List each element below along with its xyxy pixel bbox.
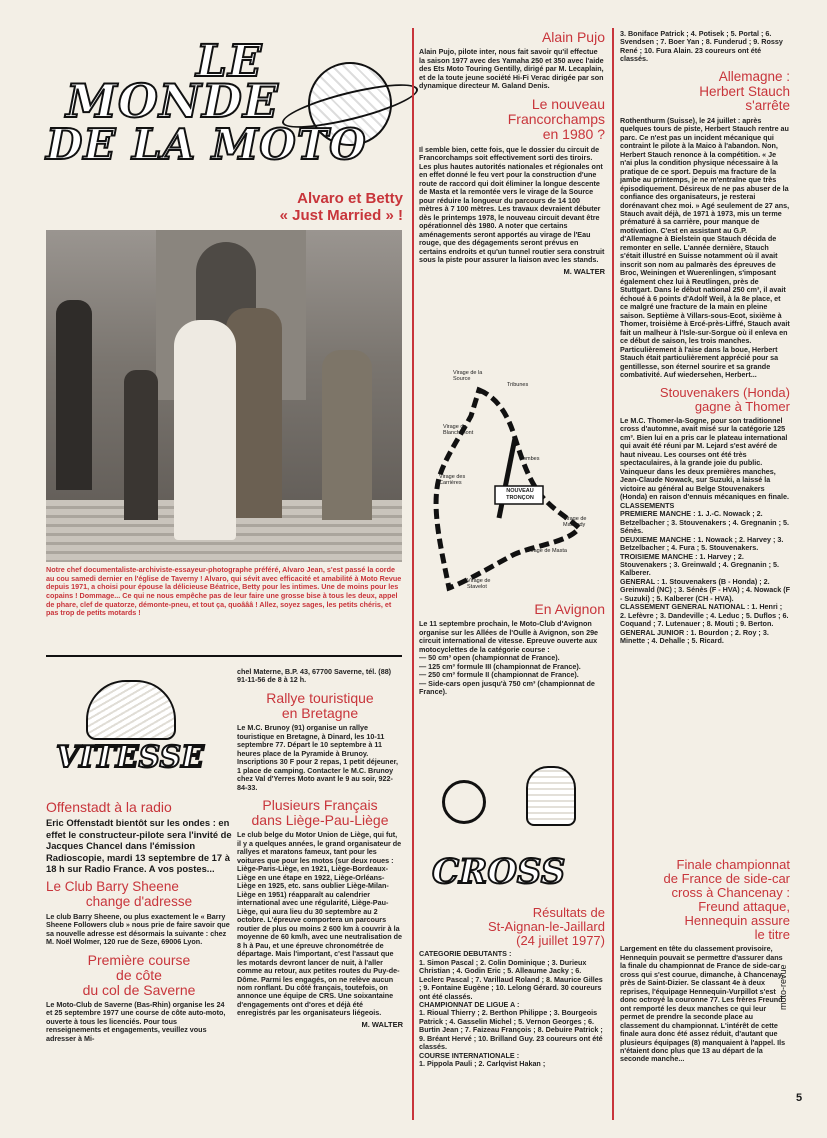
rider-illustration	[86, 680, 176, 740]
avignon-title: En Avignon	[534, 601, 605, 617]
wedding-caption: Notre chef documentaliste-archiviste-essayeur-photographe préféré, Alvaro Jean, s'est passé la corde au cou samedi dernier en l'église de Taverny ! Alvaro, qui sévit avec efficacité et amabilité à Moto Revue depuis 1971, a choisi pour épouse la délicieuse Béatrice, Betty pour les intimes. Une de moins pour les copains ! Dommage... Ce qui ne nous empêche pas de leur faire une grosse bise à tous les deux, appel de phare, clef de quatorze, démonte-pneu, et tout ça, quoâââ ! Allez, soyez sages, les petits chéris, et pas trop de petits motards !	[46, 565, 402, 618]
column-rule	[412, 28, 414, 1120]
liege-text: Le club belge du Motor Union de Liège, qui fut, il y a quelques années, le grand organisateur de rallyes et maratons fameux, tant pour les voitures que pour les motos (sur deux roues : Liège-Paris-Liège, en 1921, Liège-Bordeaux-Liège en une étape en 1922, Liège-Orléans-Liège en 1925, etc. sans oublier Liège-Milan-Liège en 1951) réapparaît au calendrier international avec une régularité, Liège-Pau-Liège, qui aura lieu du 30 septembre au 2 octobre. L'épreuve comportera un parcours routier de plus ou moins 2 600 km à couvrir à la moyenne de 60 km/h, avec une neutralisation de 8 h à Pau, et une épreuve chronométrée de départage. Mais l'important, c'est l'assaut que les motards devront lancer de nuit, à l'aller comme au retour, aux petites routes du Puy-de-Dôme. Parmi les engagés, on ne relève aucun nom ronflant. Du côté français, toutefois, on annonce une équipe de CRS. Une soixantaine d'engagements ont d'ores et déjà été enregistrés par les organisateurs liégeois.	[237, 830, 402, 1018]
avignon-text: Le 11 septembre prochain, le Moto-Club d'Avignon organise sur les Allées de l'Oulle à Avignon, son 29e circuit international de vitesse. Epreuve ouverte aux motocyclettes de la catégorie course :	[419, 619, 599, 654]
stouvenakers-title-line1: Stouvenakers (Honda)	[659, 384, 790, 400]
page-number: 5	[796, 1092, 803, 1104]
saverne-title-line3: du col de Saverne	[82, 981, 196, 998]
wedding-photo	[46, 230, 402, 562]
map-label-masta: Virage de Masta	[527, 548, 567, 554]
result-line: PREMIERE MANCHE : 1. J.-C. Nowack ; 2. Betzelbacher ; 3. Stouvenakers ; 4. Gregnanin ; 5. Sénès.	[620, 509, 789, 536]
result-line: 1. Rioual Thierry ; 2. Berthon Philippe ; 3. Bourgeois Patrick ; 4. Gasselin Michel ; 5. Vernon Georges ; 6. Burtin Jean ; 7. Faizeau François ; 8. Debuire Patrick ; 9. Bréant Hervé ; 10. Brilland Guy. 23 coureurs ont été classés.	[419, 1008, 603, 1052]
circuit-map	[419, 368, 605, 600]
avignon-item: — 50 cm³ open (championnat de France).	[419, 653, 560, 663]
cross-results-cont: 3. Boniface Patrick ; 4. Potisek ; 5. Portal ; 6. Svendsen ; 7. Boer Yan ; 8. Funderud ; 9. Rossy René ; 10. Fura Alain. 23 coureurs ont été classés.	[620, 29, 783, 64]
st-aignan-title-line2: St-Aignan-le-Jaillard	[487, 919, 605, 935]
francorchamps-title-line1: Le nouveau	[531, 95, 605, 112]
map-label-combes: Combes	[519, 456, 540, 462]
rider-cartoon-illustration	[526, 766, 576, 826]
st-aignan-title-line1: Résultats de	[532, 905, 605, 920]
saverne-title-line2: de côte	[116, 966, 162, 983]
map-label-malmedy: Virage de Malmedy	[563, 516, 587, 529]
sheene-title-line1: Le Club Barry Sheene	[46, 879, 179, 895]
francorchamps-signature: M. WALTER	[563, 266, 605, 276]
column-1	[46, 800, 232, 1043]
saverne-text: Le Moto-Club de Saverne (Bas-Rhin) organise les 24 et 25 septembre 1977 une course de côte auto-moto, ouverte à tous les licenciés. Pour tous renseignements et engagements, veuillez vous adresser à Mi-	[46, 999, 226, 1043]
logo-line-1: LE	[196, 36, 263, 87]
map-label-stavelot: Virage de Stavelot	[467, 578, 491, 591]
sheene-title-line2: change d'adresse	[85, 894, 193, 910]
francorchamps-title-line3: en 1980 ?	[542, 125, 605, 142]
result-line: GENERAL JUNIOR : 1. Bourdon ; 2. Roy ; 3. Minette ; 4. Dehalle ; 5. Ricard.	[620, 627, 769, 646]
result-line: DEUXIEME MANCHE : 1. Nowack ; 2. Harvey ; 3. Betzelbacher ; 4. Fura ; 5. Stouvenakers.	[620, 534, 784, 553]
pujo-text: Alain Pujo, pilote inter, nous fait savoir qu'il effectue la saison 1977 avec des Yamaha 250 et 350 avec l'aide des Ets Moto Touring Gentilly, dirigé par M. Lecaplain, et de la toute jeune société Hi-Fi Verac dirigée par son dynamique directeur M. Galand Denis.	[419, 47, 604, 91]
pujo-title: Alain Pujo	[541, 29, 605, 45]
column-2	[237, 668, 403, 1033]
map-label-new-section: NOUVEAU TRONÇON	[506, 488, 534, 501]
francorchamps-title-line2: Francorchamps	[507, 110, 605, 127]
magazine-logo	[46, 36, 386, 180]
wedding-title-line2: « Just Married » !	[279, 207, 403, 224]
wedding-title-line1: Alvaro et Betty	[297, 190, 403, 207]
divider	[46, 655, 402, 657]
liege-title-line1: Plusieurs Français	[262, 797, 378, 814]
logo-line-2: MONDE	[66, 74, 279, 128]
wedding-title	[195, 190, 403, 224]
stauch-title-line3: s'arrête	[745, 98, 790, 114]
bretagne-title-line1: Rallye touristique	[266, 689, 374, 706]
column-4	[620, 30, 790, 646]
vitesse-logo-text: VITESSE	[56, 740, 205, 775]
stouvenakers-title-line2: gagne à Thomer	[694, 398, 790, 414]
cross-logo-text: CROSS	[432, 852, 566, 892]
side-car-title-line6: le titre	[754, 927, 790, 943]
side-car-title-line1: Finale championnat	[676, 857, 790, 872]
bretagne-title-line2: en Bretagne	[281, 705, 359, 722]
result-heading: CHAMPIONNAT DE LIGUE A :	[419, 1000, 520, 1009]
motocross-bike-illustration	[442, 780, 486, 824]
stouvenakers-text: Le M.C. Thomer-la-Sogne, pour son traditionnel cross d'automne, avait misé sur la catégorie 125 cm³. Bien lui en a pris car le plateau international qui avait été réuni par M. Lejard s'est avéré de haut niveau. Les courses ont été très spectaculaires, à la grande joie du public. Vainqueur dans les deux premières manches, Jean-Claude Nowack, sur Suzuki, a laissé la victoire au général au Belge Stouvenakers (Honda) en raison d'ennuis mécaniques en finale.	[620, 415, 790, 502]
stauch-title-line2: Herbert Stauch	[699, 83, 790, 99]
stauch-title-line1: Allemagne :	[718, 68, 790, 84]
saverne-text-cont: chel Materne, B.P. 43, 67700 Saverne, tél. (88) 91-11-56 de 8 à 12 h.	[237, 667, 392, 685]
side-car-title-line2: de France de side-car	[663, 871, 790, 887]
footer-brand: moto-revue	[778, 964, 788, 1010]
result-line: TROISIEME MANCHE : 1. Harvey ; 2. Stouvenakers ; 3. Greinwald ; 4. Gregnanin ; 5. Kalberer.	[620, 551, 779, 578]
cross-logo	[430, 760, 600, 900]
logo-line-3: DE LA MOTO	[46, 120, 367, 169]
avignon-section	[419, 602, 605, 696]
result-line: 1. Simon Pascal ; 2. Colin Dominique ; 3. Durieux Christian ; 4. Godin Eric ; 5. Alleaume Jacky ; 6. Leclerc Pascal ; 7. Varillaud Roland ; 8. Maurice Gilles ; 9. Fontaine Eugène ; 10. Lelong Gérard. 30 coureurs ont été classés.	[419, 957, 603, 1001]
liege-signature: M. WALTER	[361, 1019, 403, 1029]
map-label-blanchimont: Virage de Blanchimont	[443, 424, 474, 437]
result-heading: CLASSEMENTS	[620, 500, 675, 510]
vitesse-logo	[56, 680, 226, 790]
result-line: GENERAL : 1. Stouvenakers (B - Honda) ; 2. Greinwald (NC) ; 3. Sénès (F - HVA) ; 4. Nowack (F - Suzuki) ; 5. Kalberer (CH - HVA).	[620, 576, 790, 603]
avignon-item: — Side-cars open jusqu'à 750 cm³ (championnat de France).	[419, 678, 595, 696]
side-car-title-line4: Freund attaque,	[698, 899, 790, 915]
side-car-section	[620, 858, 790, 1064]
francorchamps-text: Il semble bien, cette fois, que le dossier du circuit de Francorchamps soit effectivement sorti des tiroirs. Les plus hautes autorités nationales et régionales ont en effet donné le feu vert pour la construction d'une route de raccord qui doit éliminer la longue descente de Masta et la remontée vers le virage de la Source pour réduire la longueur du parcours de 14 100 mètres à 7 100 mètres. Les travaux devraient débuter dès le printemps 1978, le nouveau circuit devant être opérationnel dès 1980. A noter que certains aménagements seront apportés au virage de l'Eau rouge, que des dégagements seront prévus en certains endroits et qu'un tunnel routier sera construit sous la piste pour assurer la liaison avec les stands.	[419, 144, 605, 265]
st-aignan-section	[419, 906, 605, 1069]
map-label-carrieres: Virage des Carrières	[439, 474, 466, 487]
map-label-tribunes: Tribunes	[507, 382, 529, 388]
offenstadt-title: Offenstadt à la radio	[46, 799, 172, 815]
st-aignan-title-line3: (24 juillet 1977)	[516, 933, 605, 949]
sheene-text: Le club Barry Sheene, ou plus exactement le « Barry Sheene Followers club » nous prie de faire savoir que sa nouvelle adresse est désormais la suivante : chez M. Noël Wolmer, 120 rue de Seze, 69006 Lyon.	[46, 911, 230, 947]
stauch-text: Rothenthurm (Suisse), le 24 juillet : après quelques tours de piste, Herbert Stauch rentre au parc. Ce n'est pas un incident mécanique qui contraint le pilote à la Maico à l'abandon. Non, Herbert Stauch renonce à la compétition. « Je n'ai plus la condition physique nécessaire à la pratique de ce sport. Depuis ma fracture de la jambe au printemps, je ne m'entraîne que très épisodiquement. Désireux de ne pas abuser de la confiance des organisateurs, je resterai dorénavant chez moi. » Agé seulement de 27 ans, Stauch avait déjà, de 1971 à 1973, mis un terme prématuré à sa carrière, pour manque de motivation. C'est en assistant au G.P. d'Allemagne à Bielstein que Stauch décida de remonter en selle. L'année dernière, Stauch s'était illustré en Suisse notamment où il avait inscrit son nom au palmarès des épreuves de Broc, Weiningen et Wuerenlingen, s'imposant également chez lui à Reutlingen, près de Stuttgart. Dans le début national 250 cm³, il avait échoué à 6 points d'Adolf Weil, à la 8e place, et ce malgré une fracture de la main en pleine saison. Septième à Villars-sous-Ecot, sixième à Thomer, troisième à Ercé-près-Liffré, Stauch avait fait un malheur à l'Isle-sur-Sorgue où il enleva en ce début de saison, les trois manches. Particulièrement à l'aise dans la boue, Herbert Stauch était particulièrement apprécié pour sa gentillesse, son éternel sourire et sa grande combativité. Auf wiedersehen, Herbert...	[620, 115, 790, 380]
side-car-title-line5: Hennequin assure	[684, 913, 790, 929]
avignon-item: — 250 cm³ formule II (championnat de France).	[419, 670, 579, 680]
column-3	[419, 30, 605, 280]
offenstadt-text: Eric Offenstadt bientôt sur les ondes : en effet le constructeur-pilote sera l'invité de Jacques Chancel dans l'émission Radioscopie, mardi 13 septembre de 17 à 18 h sur Radio France. A vos postes...	[46, 817, 232, 874]
column-rule	[612, 28, 614, 1120]
avignon-item: — 125 cm³ formule III (championnat de France).	[419, 661, 581, 671]
result-line: CLASSEMENT GENERAL NATIONAL : 1. Henri ; 2. Lefèvre ; 3. Dandeville ; 4. Leduc ; 5. Duflos ; 6. Coquand ; 7. Lutenauer ; 8. Mouti ; 9. Berton.	[620, 602, 789, 629]
result-heading: CATEGORIE DEBUTANTS :	[419, 949, 512, 959]
map-label-source: Virage de la Source	[453, 370, 483, 383]
side-car-title-line3: cross à Chancenay :	[671, 885, 790, 901]
result-line: 1. Pippola Pauli ; 2. Carlqvist Hakan ;	[419, 1059, 546, 1069]
saverne-title-line1: Première course	[87, 951, 191, 968]
bretagne-text: Le M.C. Brunoy (91) organise un rallye touristique en Bretagne, à Dinard, les 10-11 septembre 77. Départ le 10 septembre à 11 heures place de la Pyramide à Brunoy. Inscriptions 30 F pour 2 repas, 1 petit déjeuner, 1 place de camping. Contacter le M.C. Brunoy chez Val d'Yerres Moto avant le 9 au soir, 922-84-33.	[237, 723, 398, 792]
side-car-text: Largement en tête du classement provisoire, Hennequin pouvait se permettre d'assurer dans la finale du championnat de France de side-car cross qui s'est courue, dimanche, à Chancenay, près de Saint-Dizier. Se classant 4e à deux reprises, l'équipage Hennequin-Vurpillot s'est donc octroyé la couronne 77. Les frères Freund ont remporté les deux manches ce qui leur permet de prendre la seconde place au classement du championnat. L'intérêt de cette finale aura donc été assez réduit, d'autant que plusieurs équipages (8) manquaient à l'appel. Ils n'étaient donc plus que 13 au départ de la seconde manche...	[620, 944, 786, 1064]
result-heading: COURSE INTERNATIONALE :	[419, 1050, 520, 1060]
liege-title-line2: dans Liège-Pau-Liège	[251, 812, 389, 829]
